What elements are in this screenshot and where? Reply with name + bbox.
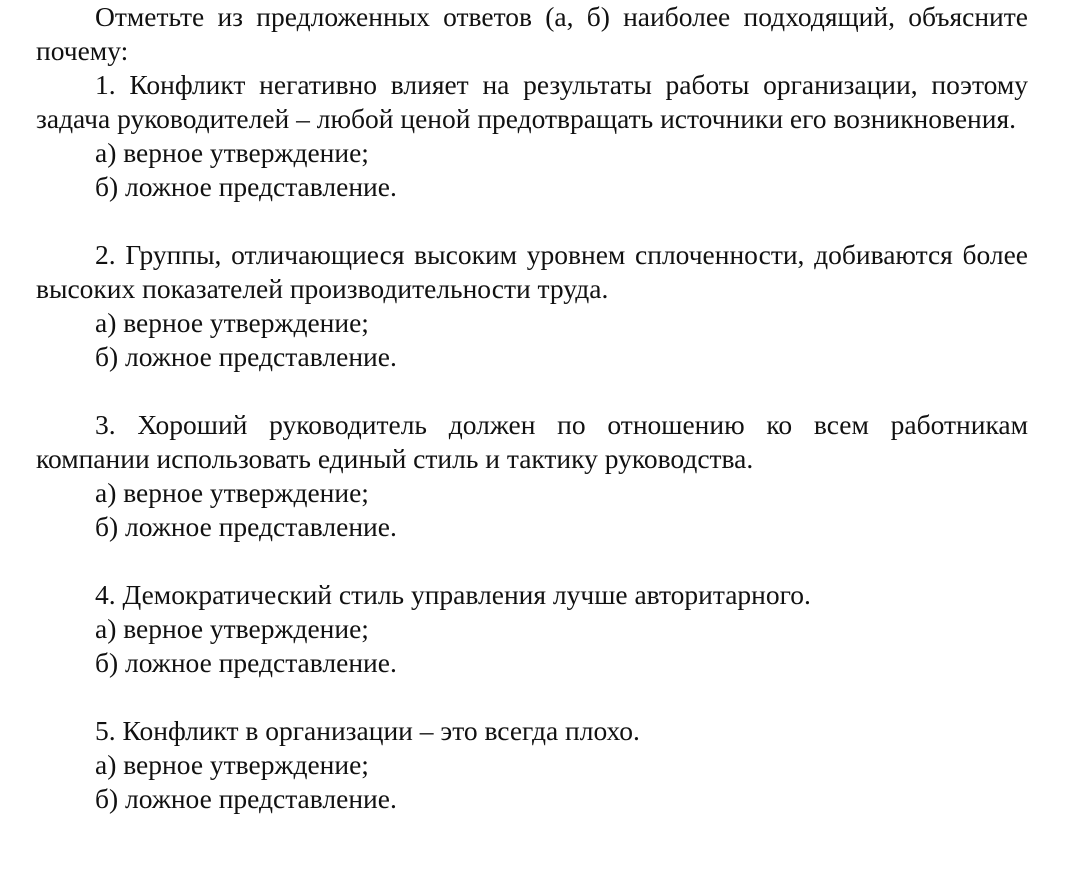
question-statement: Конфликт негативно влияет на результаты работы организации, поэтому задача руководителей – любой ценой предотвращать источники его возникновения. (36, 69, 1028, 134)
question-1 (36, 68, 1028, 204)
paragraph-gap (36, 374, 1028, 408)
question-statement: Конфликт в организации – это всегда плохо. (122, 715, 640, 746)
option-a: а) верное утверждение; (95, 613, 369, 644)
paragraph-gap (36, 544, 1028, 578)
option-b: б) ложное представление. (95, 341, 397, 372)
option-b: б) ложное представление. (95, 647, 397, 678)
question-number: 3. (95, 409, 116, 440)
question-number: 2. (95, 239, 116, 270)
question-number: 1. (95, 69, 116, 100)
question-statement: Хороший руководитель должен по отношению ко всем работникам компании использовать единый стиль и тактику руководства. (36, 409, 1028, 474)
question-statement: Группы, отличающиеся высоким уровнем сплоченности, добиваются более высоких показателей производительности труда. (36, 239, 1029, 304)
question-5 (36, 714, 1028, 816)
document-page (36, 0, 1028, 816)
question-text (36, 238, 1028, 306)
paragraph-gap (36, 680, 1028, 714)
question-3 (36, 408, 1028, 544)
option-b: б) ложное представление. (95, 171, 397, 202)
option-a: а) верное утверждение; (95, 307, 369, 338)
question-text (36, 68, 1028, 136)
question-text (36, 408, 1028, 476)
option-a: а) верное утверждение; (95, 749, 369, 780)
question-text (36, 714, 1028, 748)
question-text (36, 578, 1028, 612)
option-a: а) верное утверждение; (95, 477, 369, 508)
paragraph-gap (36, 204, 1028, 238)
question-number: 4. (95, 579, 116, 610)
question-number: 5. (95, 715, 116, 746)
instruction-text: Отметьте из предложенных ответов (а, б) наиболее подходящий, объясните почему: (36, 1, 1028, 66)
option-b: б) ложное представление. (95, 783, 397, 814)
question-4 (36, 578, 1028, 680)
question-2 (36, 238, 1028, 374)
option-a: а) верное утверждение; (95, 137, 369, 168)
option-b: б) ложное представление. (95, 511, 397, 542)
question-statement: Демократический стиль управления лучше авторитарного. (122, 579, 811, 610)
